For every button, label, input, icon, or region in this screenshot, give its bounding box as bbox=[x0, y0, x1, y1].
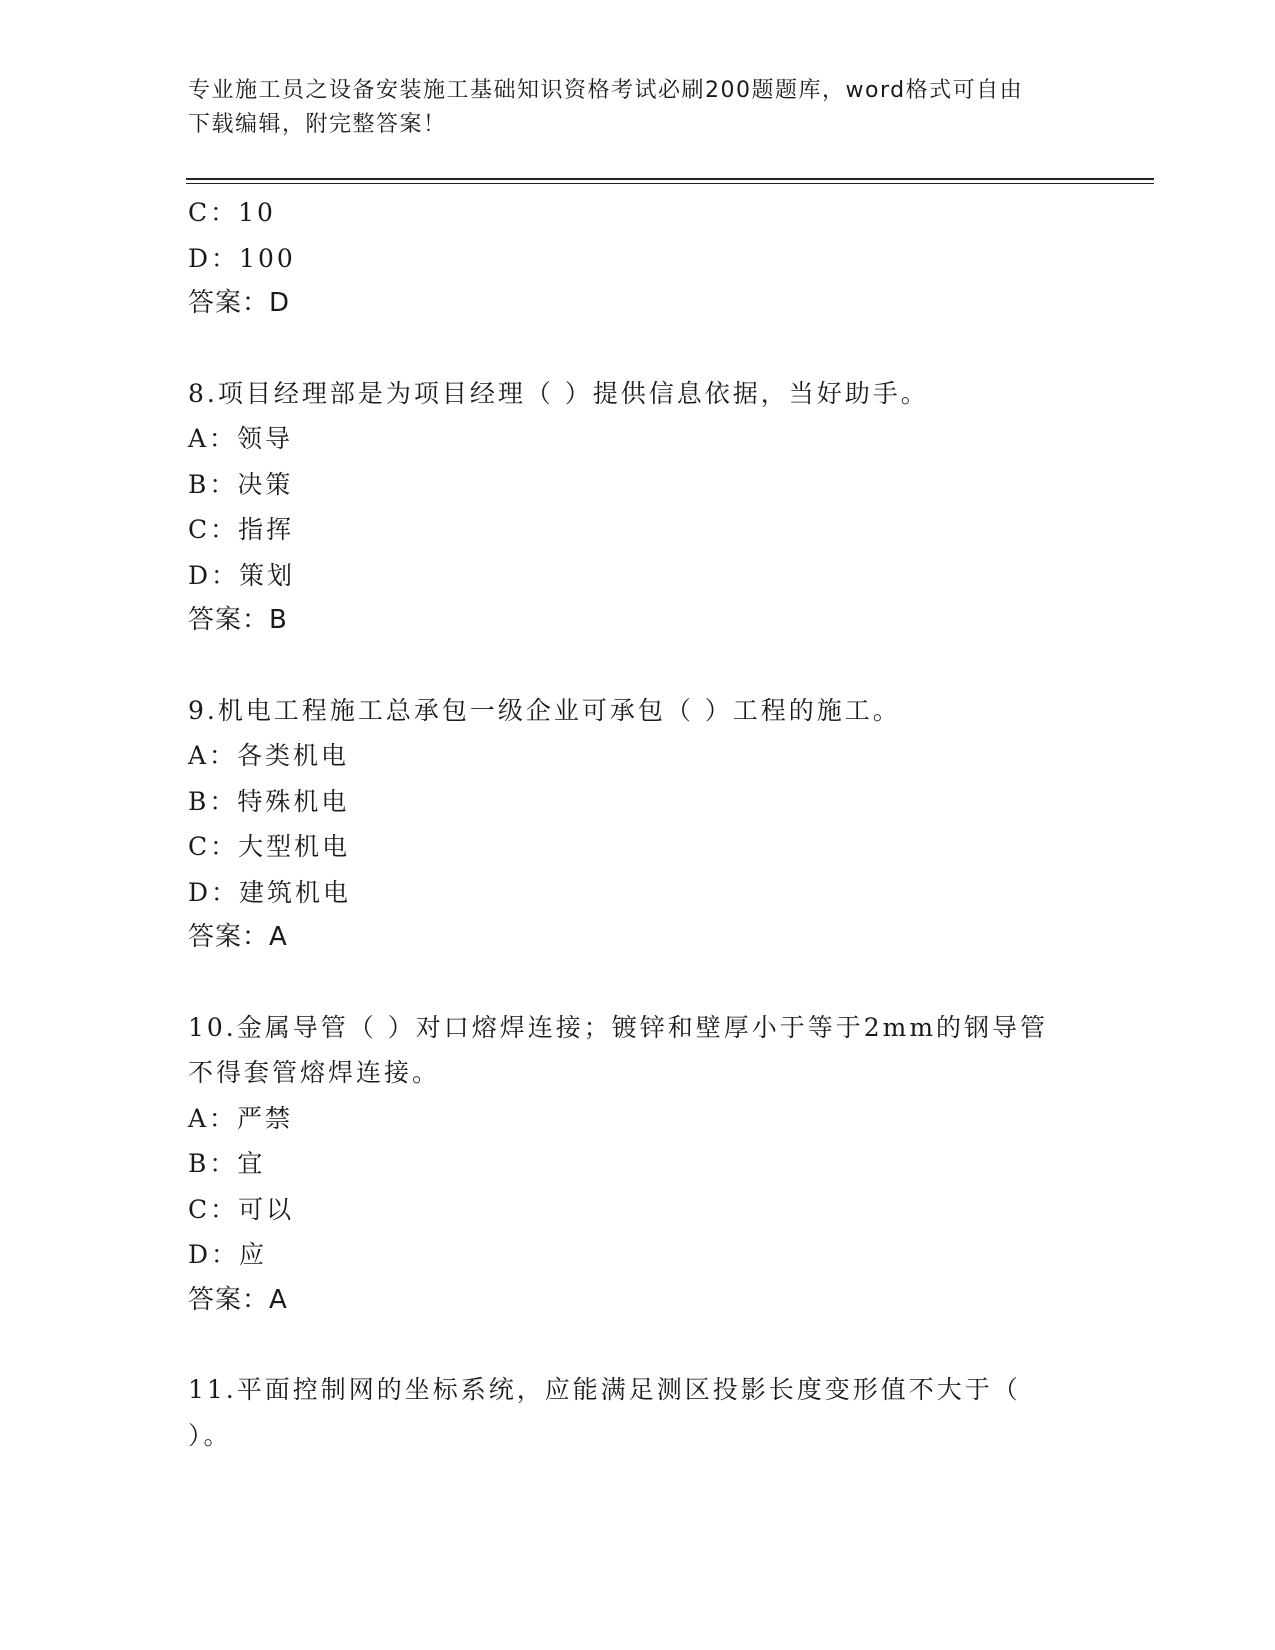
option-c: C：大型机电 bbox=[188, 832, 351, 861]
question-9 bbox=[188, 688, 1088, 961]
option-b: B：宜 bbox=[188, 1149, 266, 1178]
answer: 答案：A bbox=[188, 922, 288, 952]
header-line-1: 专业施工员之设备安装施工基础知识资格考试必刷200题题库，word格式可自由 bbox=[188, 78, 1024, 103]
option-d: D：100 bbox=[188, 243, 296, 273]
option-b: B：决策 bbox=[188, 469, 294, 499]
answer: 答案：A bbox=[188, 1284, 288, 1315]
question-stem-line-2: ）。 bbox=[188, 1420, 232, 1450]
header-rule-thin bbox=[186, 183, 1154, 184]
question-stem: 9.机电工程施工总承包一级企业可承包（ ）工程的施工。 bbox=[188, 695, 901, 725]
question-10 bbox=[188, 1005, 1088, 1324]
header-line-2: 下载编辑，附完整答案！ bbox=[188, 112, 447, 137]
option-a: A：领导 bbox=[188, 424, 294, 453]
question-stem-line-1: 11.平面控制网的坐标系统，应能满足测区投影长度变形值不大于（ bbox=[188, 1375, 1021, 1404]
question-7 bbox=[188, 190, 1088, 327]
question-8 bbox=[188, 371, 1088, 644]
document-header bbox=[188, 74, 1088, 142]
option-c: C：可以 bbox=[188, 1194, 295, 1224]
question-stem: 8.项目经理部是为项目经理（ ）提供信息依据，当好助手。 bbox=[188, 378, 929, 408]
option-a: A：各类机电 bbox=[188, 741, 350, 770]
question-stem-line-1: 10.金属导管（ ）对口熔焊连接；镀锌和壁厚小于等于2mm的钢导管 bbox=[188, 1012, 1049, 1042]
question-content bbox=[188, 190, 1088, 1458]
option-a: A：严禁 bbox=[188, 1103, 294, 1133]
answer: 答案：B bbox=[188, 605, 288, 635]
option-d: D：策划 bbox=[188, 560, 296, 590]
option-d: D：应 bbox=[188, 1240, 268, 1269]
answer: 答案：D bbox=[188, 288, 291, 318]
option-c: C：10 bbox=[188, 198, 276, 227]
option-c: C：指挥 bbox=[188, 515, 295, 544]
question-11 bbox=[188, 1367, 1088, 1458]
header-rule-thick bbox=[186, 178, 1154, 180]
question-stem-line-2: 不得套管熔焊连接。 bbox=[188, 1058, 441, 1087]
option-b: B：特殊机电 bbox=[188, 786, 350, 816]
option-d: D：建筑机电 bbox=[188, 877, 352, 907]
